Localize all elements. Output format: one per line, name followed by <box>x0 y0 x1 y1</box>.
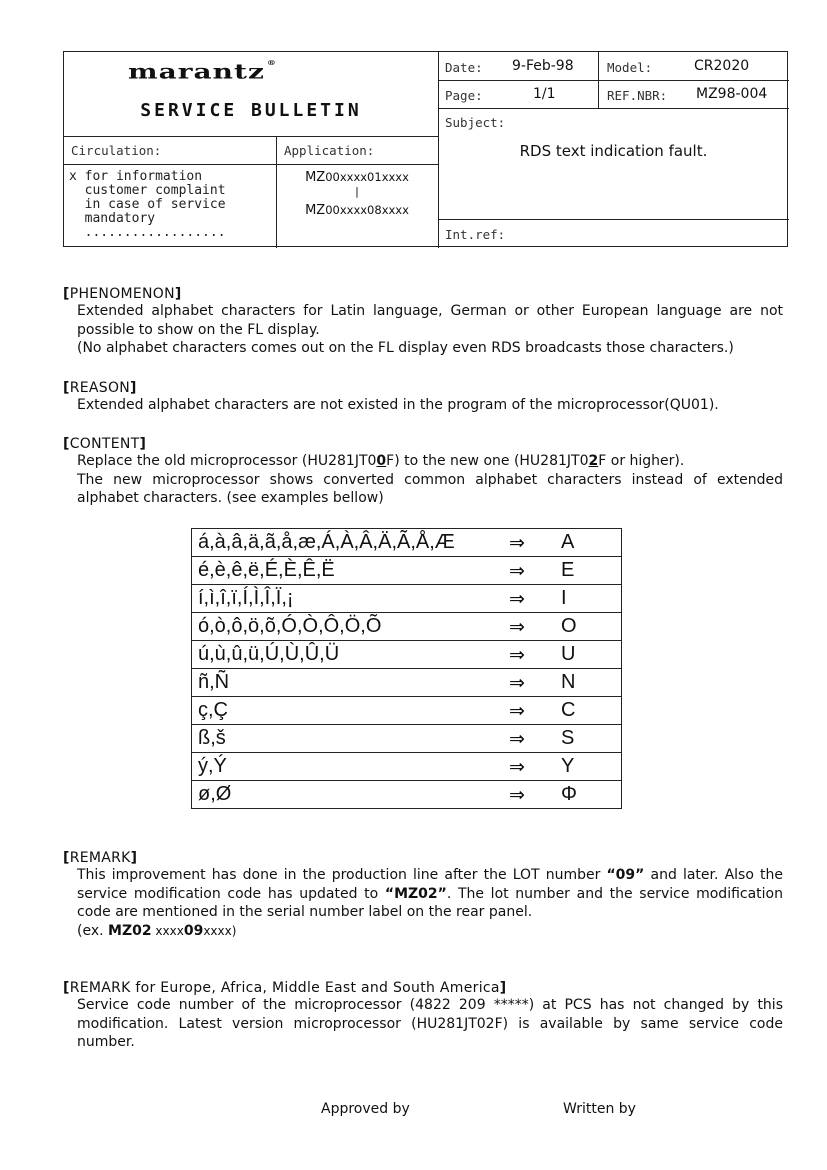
conversion-table-body <box>192 529 622 809</box>
bracket: [ <box>63 436 70 452</box>
section-title <box>63 380 783 396</box>
text-run: This improvement has done in the production line after the LOT number <box>77 867 607 883</box>
subject-label: Subject: <box>445 115 506 130</box>
section-body <box>77 302 783 358</box>
arrow-icon: ⇒ <box>509 669 559 697</box>
section-title-text: REMARK <box>69 850 131 866</box>
section-title-text: CONTENT <box>69 436 140 452</box>
text-run: F) to the new one (HU281JT0 <box>386 453 589 469</box>
target-character: U <box>559 641 622 669</box>
bracket: ] <box>130 380 137 396</box>
conversion-row <box>192 641 622 669</box>
conversion-row <box>192 725 622 753</box>
section-title <box>63 850 783 866</box>
marantz-logo <box>128 60 277 84</box>
ref-label: REF.NBR: <box>607 88 668 103</box>
section-title <box>63 286 783 302</box>
conversion-row <box>192 753 622 781</box>
section-remark <box>63 850 783 940</box>
section-body <box>77 396 783 415</box>
bracket: ] <box>174 286 182 302</box>
section-remark-regional <box>63 980 783 1052</box>
text-run: F or higher). <box>598 453 685 469</box>
section-title <box>63 980 783 996</box>
source-characters: á,à,â,ä,ã,å,æ,Á,À,Â,Ä,Ã,Å,Æ <box>192 529 510 557</box>
application-from <box>276 170 438 185</box>
section-title-text: PHENOMENON <box>69 286 175 302</box>
application-to <box>276 203 438 218</box>
arrow-icon: ⇒ <box>509 697 559 725</box>
target-character: N <box>559 669 622 697</box>
section-title <box>63 436 783 452</box>
paragraph: (No alphabet characters comes out on the FL display even RDS broadcasts those characters.) <box>77 340 734 356</box>
conversion-row <box>192 669 622 697</box>
section-reason <box>63 380 783 415</box>
modification-code: “MZ02” <box>384 885 447 902</box>
date-value: 9-Feb-98 <box>512 58 574 74</box>
text-run: xxxx) <box>203 923 237 938</box>
text-run: and later. Also the service modification code has updated to <box>77 867 783 902</box>
example-line <box>77 922 783 941</box>
source-characters: ó,ò,ô,ö,õ,Ó,Ò,Ô,Ö,Õ <box>192 613 510 641</box>
approved-by-label: Approved by <box>321 1101 410 1117</box>
example-code: MZ02 <box>108 922 152 939</box>
model-value: CR2020 <box>694 58 750 74</box>
text-run: . The lot number and the service modification code are mentioned in the serial number label on the rear panel. <box>77 885 783 920</box>
paragraph <box>77 866 783 922</box>
target-character: S <box>559 725 622 753</box>
section-phenomenon <box>63 286 783 358</box>
conversion-row <box>192 585 622 613</box>
bracket: [ <box>63 850 70 866</box>
divider <box>438 80 789 81</box>
source-characters: ø,Ø <box>192 781 510 809</box>
section-body <box>77 452 783 508</box>
source-characters: ú,ù,û,ü,Ú,Ù,Û,Ü <box>192 641 510 669</box>
lot-number: “09” <box>606 867 645 883</box>
ref-value: MZ98-004 <box>696 86 768 102</box>
text-run: Replace the old microprocessor (HU281JT0 <box>77 453 377 469</box>
conversion-row <box>192 557 622 585</box>
subject-value: RDS text indication fault. <box>519 142 708 160</box>
bracket: ] <box>139 436 147 452</box>
application-separator: | <box>355 185 359 198</box>
paragraph: Extended alphabet characters are not existed in the program of the microprocessor(QU01). <box>77 397 719 413</box>
circulation-label: Circulation: <box>71 143 162 158</box>
application-prefix: MZ <box>305 170 326 185</box>
conversion-row <box>192 529 622 557</box>
intref-label: Int.ref: <box>445 227 506 242</box>
bracket: [ <box>63 980 70 996</box>
target-character: E <box>559 557 622 585</box>
paragraph: The new microprocessor shows converted common alphabet characters instead of extended alphabet characters. (see examples bellow) <box>77 471 783 506</box>
application-prefix: MZ <box>305 203 326 218</box>
page-label: Page: <box>445 88 483 103</box>
divider <box>438 219 789 220</box>
paragraph <box>77 452 783 471</box>
arrow-icon: ⇒ <box>509 613 559 641</box>
circulation-list: x for information customer complaint in case of service mandatory .................. <box>69 169 226 240</box>
bulletin-header <box>63 51 788 247</box>
source-characters: í,ì,î,ï,Í,Ì,Î,Ï,¡ <box>192 585 510 613</box>
old-version-digit: 0 <box>376 453 387 469</box>
example-lot: 09 <box>183 922 204 939</box>
written-by-label: Written by <box>563 1101 636 1117</box>
bracket: ] <box>130 850 138 866</box>
conversion-row <box>192 697 622 725</box>
arrow-icon: ⇒ <box>509 725 559 753</box>
registered-mark: ® <box>266 60 277 68</box>
divider <box>64 136 438 137</box>
conversion-row <box>192 781 622 809</box>
source-characters: é,è,ê,ë,É,È,Ê,Ë <box>192 557 510 585</box>
section-title-text: REASON <box>69 380 131 396</box>
model-label: Model: <box>607 60 653 75</box>
bracket: [ <box>63 380 70 396</box>
target-character: O <box>559 613 622 641</box>
arrow-icon: ⇒ <box>509 781 559 809</box>
section-body <box>77 996 783 1052</box>
arrow-icon: ⇒ <box>509 753 559 781</box>
source-characters: ý,Ý <box>192 753 510 781</box>
bracket: [ <box>63 286 70 302</box>
new-version-digit: 2 <box>588 453 599 469</box>
arrow-icon: ⇒ <box>509 557 559 585</box>
section-title-text: REMARK for Europe, Africa, Middle East and South America <box>69 980 500 996</box>
source-characters: ç,Ç <box>192 697 510 725</box>
target-character: Φ <box>559 781 622 809</box>
target-character: A <box>559 529 622 557</box>
target-character: C <box>559 697 622 725</box>
paragraph: Service code number of the microprocessor (4822 209 *****) at PCS has not changed by this modification. Latest version microprocessor (HU281JT02F) is available by same service code number. <box>77 997 783 1050</box>
arrow-icon: ⇒ <box>509 529 559 557</box>
section-content <box>63 436 783 508</box>
page-value: 1/1 <box>533 86 556 102</box>
source-characters: ß,š <box>192 725 510 753</box>
divider <box>438 108 789 109</box>
application-label: Application: <box>284 143 375 158</box>
arrow-icon: ⇒ <box>509 641 559 669</box>
date-label: Date: <box>445 60 483 75</box>
brand-name: marantz <box>128 60 265 84</box>
bracket: ] <box>499 980 507 996</box>
divider <box>64 164 438 165</box>
target-character: Y <box>559 753 622 781</box>
section-body <box>77 866 783 940</box>
document-type: SERVICE BULLETIN <box>140 100 362 121</box>
application-code: 00xxxx08xxxx <box>325 203 409 217</box>
conversion-row <box>192 613 622 641</box>
target-character: I <box>559 585 622 613</box>
source-characters: ñ,Ñ <box>192 669 510 697</box>
conversion-table <box>191 528 622 809</box>
arrow-icon: ⇒ <box>509 585 559 613</box>
paragraph: Extended alphabet characters for Latin language, German or other European language are not possible to show on the FL display. <box>77 303 783 338</box>
text-run: (ex. <box>77 922 109 939</box>
application-code: 00xxxx01xxxx <box>325 170 409 184</box>
text-run: xxxx <box>151 923 184 938</box>
